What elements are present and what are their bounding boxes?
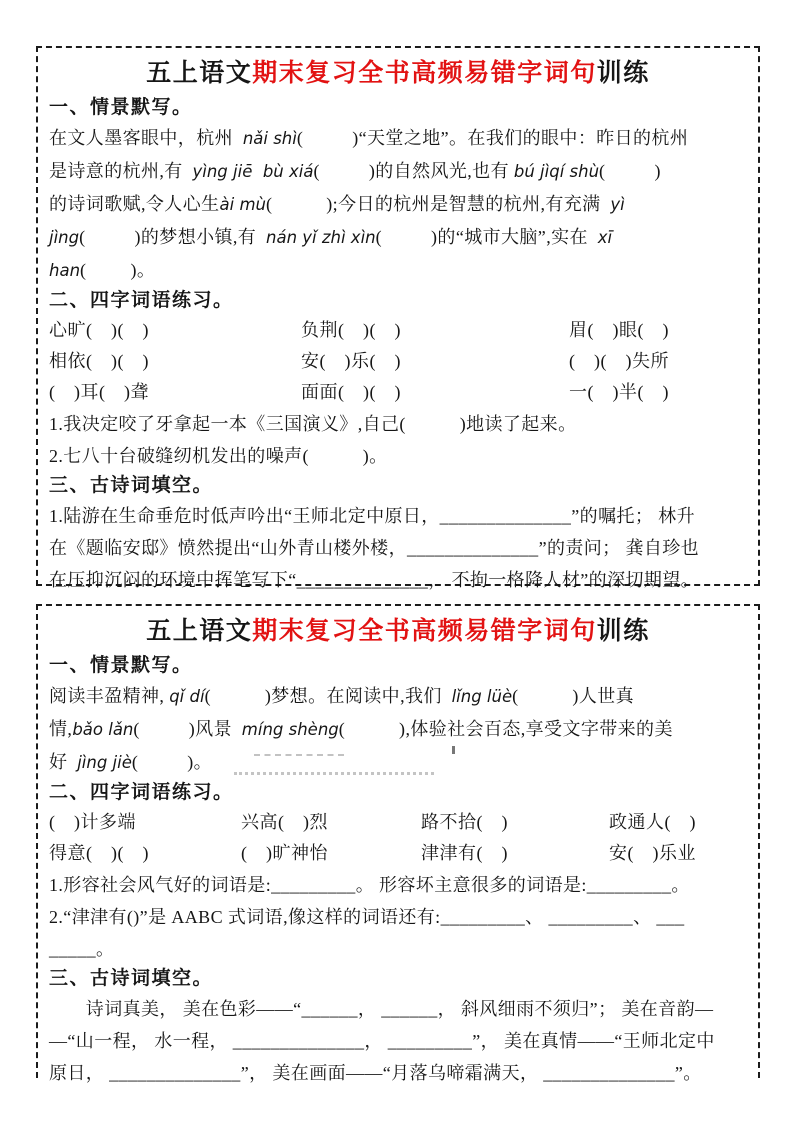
dictation-line: 在文人墨客眼中，杭州 nǎi shì( )“天堂之地”。在我们的眼中：昨日的杭州 bbox=[49, 128, 689, 148]
page-title bbox=[49, 56, 747, 91]
word-blank: 负荆( )( ) bbox=[301, 320, 401, 340]
title-prefix: 五上语文 bbox=[146, 618, 253, 645]
poetry-line: —“山一程， 水一程， ______________， _________”， 美在真情——“王师北定中 bbox=[49, 1031, 715, 1051]
poetry-line: 诗词真美， 美在色彩——“______， ______， 斜风细雨不须归”； 美在音韵— bbox=[49, 999, 714, 1019]
worksheet-panel-2 bbox=[36, 604, 760, 1083]
dictation-line: han( )。 bbox=[49, 260, 156, 280]
word-blank: ( )耳( )聋 bbox=[49, 382, 149, 402]
poetry-line: 在压抑沉闷的环境中挥笔写下“______________， 不拘一格降人材”的深切期望。 bbox=[49, 570, 700, 590]
word-grid-row bbox=[49, 377, 747, 408]
section-heading-four-char-words: 二、四字词语练习。 bbox=[49, 782, 234, 803]
word-blank: ( )计多端 bbox=[49, 812, 136, 832]
word-blank: 面面( )( ) bbox=[301, 382, 401, 402]
section-heading-poetry-fill: 三、古诗词填空。 bbox=[49, 475, 214, 496]
title-highlight: 期末复习全书高频易错字词句 bbox=[252, 618, 597, 645]
page-title bbox=[49, 614, 747, 649]
dictation-line: 的诗词歌赋,令人心生ài mù( );今日的杭州是智慧的杭州,有充满 yì bbox=[49, 194, 625, 214]
title-prefix: 五上语文 bbox=[146, 60, 253, 87]
word-grid-row bbox=[49, 315, 747, 346]
dictation-line: 是诗意的杭州,有 yìng jiē bù xiá( )的自然风光,也有 bú jìqí shù( ) bbox=[49, 161, 661, 181]
dictation-line: 情,bǎo lǎn( )风景 míng shèng( ),体验社会百态,享受文字带来的美 bbox=[49, 719, 673, 739]
exercise-item: _____。 bbox=[49, 939, 115, 959]
title-highlight: 期末复习全书高频易错字词句 bbox=[252, 60, 597, 87]
exercise-item: 1.我决定咬了牙拿起一本《三国演义》,自己( )地读了起来。 bbox=[49, 414, 577, 434]
word-blank: 政通人( ) bbox=[609, 812, 696, 832]
section-heading-four-char-words: 二、四字词语练习。 bbox=[49, 290, 234, 311]
title-suffix: 训练 bbox=[596, 60, 650, 87]
dictation-line: 好 jìng jiè( )。 bbox=[49, 752, 213, 772]
word-grid-row bbox=[49, 346, 747, 377]
word-blank: 安( )乐业 bbox=[609, 843, 696, 863]
word-blank: 相依( )( ) bbox=[49, 351, 149, 371]
section-heading-scene-dictation: 一、情景默写。 bbox=[49, 655, 193, 676]
word-blank: 心旷( )( ) bbox=[49, 320, 149, 340]
word-blank: 安( )乐( ) bbox=[301, 351, 401, 371]
worksheet-panel-1 bbox=[36, 46, 760, 590]
word-blank: 眉( )眼( ) bbox=[569, 320, 669, 340]
word-blank: 得意( )( ) bbox=[49, 843, 149, 863]
word-blank: ( )( )失所 bbox=[569, 351, 669, 371]
dictation-line: 阅读丰盈精神, qǐ dí( )梦想。在阅读中,我们 lǐng lüè( )人世真 bbox=[49, 686, 635, 706]
title-suffix: 训练 bbox=[596, 618, 650, 645]
word-grid-row bbox=[49, 807, 747, 838]
word-blank: ( )旷神怡 bbox=[241, 843, 328, 863]
exercise-item: 2.七八十台破缝纫机发出的噪声( )。 bbox=[49, 446, 388, 466]
section-heading-poetry-fill: 三、古诗词填空。 bbox=[49, 968, 214, 989]
word-blank: 一( )半( ) bbox=[569, 382, 669, 402]
poetry-line: 在《题临安邸》愤然提出“山外青山楼外楼，______________”的责问； 龚自珍也 bbox=[49, 538, 700, 558]
exercise-item: 2.“津津有()”是 AABC 式词语,像这样的词语还有:_________、 _________、 ___ bbox=[49, 907, 685, 927]
word-blank: 路不拾( ) bbox=[421, 812, 508, 832]
word-blank: 津津有( ) bbox=[421, 843, 508, 863]
word-grid-row bbox=[49, 838, 747, 869]
section-heading-scene-dictation: 一、情景默写。 bbox=[49, 97, 193, 118]
poetry-line: 1.陆游在生命垂危时低声吟出“王师北定中原日，______________”的嘱托； 林升 bbox=[49, 506, 695, 526]
poetry-line: 原日， ______________”， 美在画面——“月落乌啼霜满天， ______________”。 bbox=[49, 1063, 702, 1083]
exercise-item: 1.形容社会风气好的词语是:_________。 形容坏主意很多的词语是:_________。 bbox=[49, 875, 690, 895]
dictation-line: jìng( )的梦想小镇,有 nán yǐ zhì xìn( )的“城市大脑”,实在 xī bbox=[49, 227, 613, 247]
word-blank: 兴高( )烈 bbox=[241, 812, 328, 832]
